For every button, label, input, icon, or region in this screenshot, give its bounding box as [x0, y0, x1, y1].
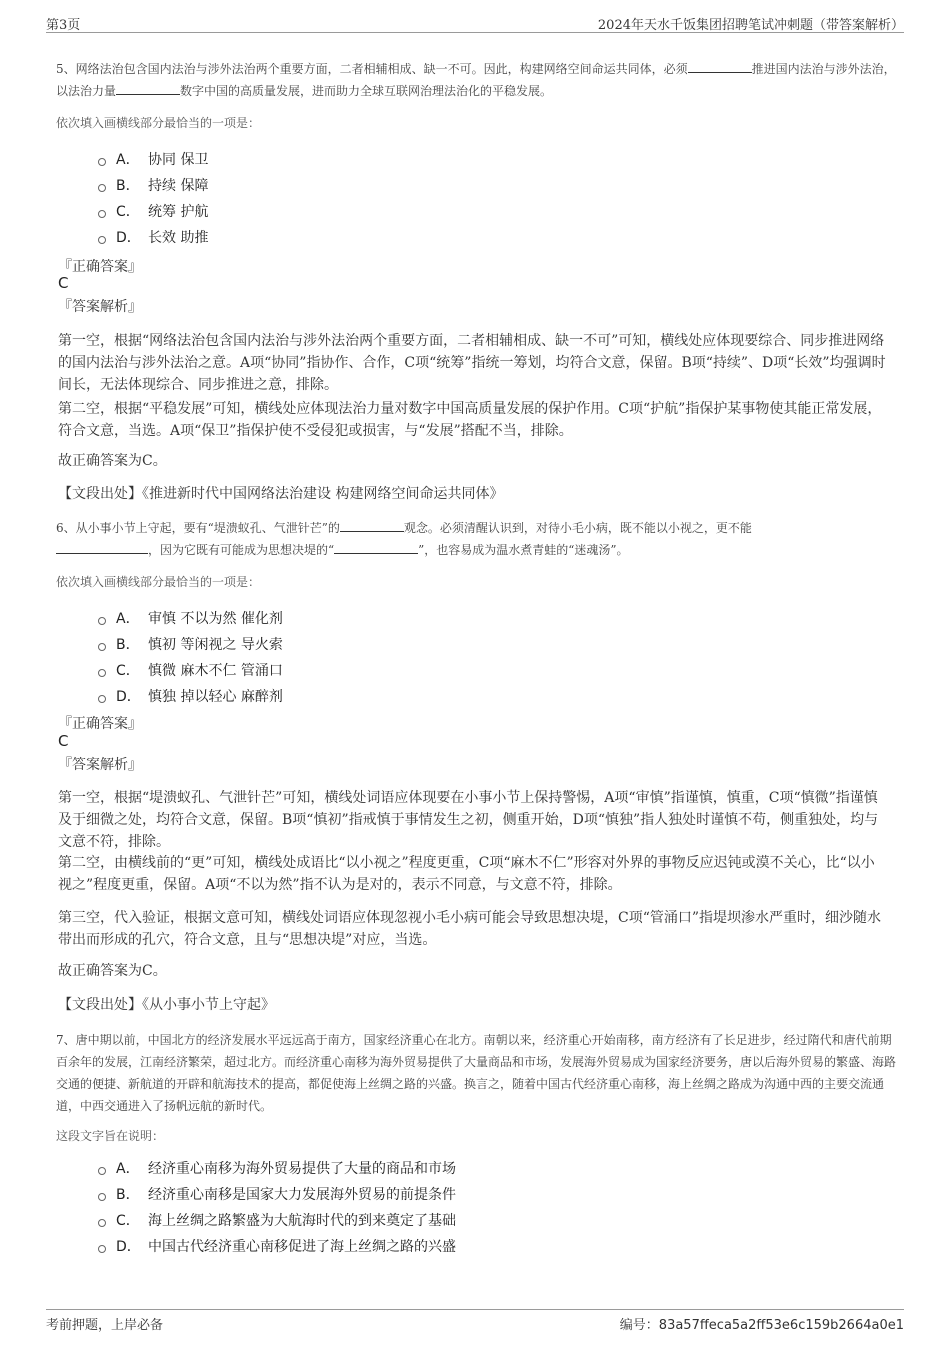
question-6-options [98, 605, 283, 709]
correct-answer: C [58, 274, 69, 292]
question-6-stem: 6、从小事小节上守起，要有“堤溃蚁孔、气泄针芒”的 观念。必须清醒认识到，对待小毛小病，既不能以小视之，更不能 ，因为它既有可能成为思想决堤的“ ”，也容易成为温水煮青蛙的“迷魂汤”。 [56, 521, 752, 557]
fill-blank [688, 60, 752, 73]
analysis-paragraph: 第三空，代入验证，根据文意可知，横线处词语应体现忽视小毛小病可能会导致思想决堤，C项“管涌口”指堤坝渗水严重时，细沙随水带出而形成的孔穴，符合文意，且与“思想决堤”对应，当选。 [58, 910, 882, 948]
analysis-paragraph: 第二空，由横线前的“更”可知，横线处成语比“以小视之”程度更重，C项“麻木不仁”形容对外界的事物反应迟钝或漠不关心，比“以小视之”程度更重，保留。A项“不以为然”指不认为是对的，表示不同意，与文意不符，排除。 [58, 855, 875, 893]
fill-blank [334, 541, 418, 554]
question-7-prompt: 这段文字旨在说明： [56, 1129, 165, 1143]
analysis-paragraph: 第二空，根据“平稳发展”可知，横线处应体现法治力量对数字中国高质量发展的保护作用。C项“护航”指保护某事物使其能正常发展，符合文意，当选。A项“保卫”指保护使不受侵犯或损害，与“发展”搭配不当，排除。 [58, 401, 882, 439]
radio-icon[interactable] [98, 669, 106, 677]
option-b[interactable]: B． 慎初 等闲视之 导火索 [98, 631, 283, 657]
question-7-stem: 7、唐中期以前，中国北方的经济发展水平远远高于南方，国家经济重心在北方。南朝以来，经济重心开始南移，南方经济有了长足进步，经过隋代和唐代前期百余年的发展，江南经济繁荣，超过北方。而经济重心南移为海外贸易提供了大量商品和市场，发展海外贸易成为国家经济要务，唐以后海外贸易的繁盛、海路交通的便捷、新航道的开辟和航海技术的提高，都促使海上丝绸之路的兴盛。换言之，随着中国古代经济重心南移，海上丝绸之路成为沟通中西的主要交流通道，中西交通进入了扬帆远航的新时代。 [56, 1033, 897, 1113]
question-5-stem: 5、网络法治包含国内法治与涉外法治两个重要方面，二者相辅相成、缺一不可。因此，构建网络空间命运共同体，必须 推进国内法治与涉外法治，以法治力量 数字中国的高质量发展，进而助力全球互联网治理法治化的平稳发展。 [56, 62, 896, 98]
fill-blank [56, 541, 148, 554]
radio-icon[interactable] [98, 1193, 106, 1201]
source-citation: 【文段出处】《从小事小节上守起》 [58, 997, 275, 1013]
question-5-options [98, 146, 208, 250]
correct-answer: C [58, 732, 69, 750]
option-c[interactable]: C． 慎微 麻木不仁 管涌口 [98, 657, 283, 683]
document-title: 2024年天水千饭集团招聘笔试冲刺题（带答案解析） [597, 18, 904, 33]
source-citation: 【文段出处】《推进新时代中国网络法治建设 构建网络空间命运共同体》 [58, 486, 504, 502]
radio-icon[interactable] [98, 184, 106, 192]
option-b[interactable]: B． 经济重心南移是国家大力发展海外贸易的前提条件 [98, 1181, 456, 1207]
footer-slogan: 考前押题，上岸必备 [46, 1318, 164, 1333]
page-footer [46, 1309, 904, 1332]
fill-blank [116, 82, 180, 95]
analysis-label: 『答案解析』 [58, 757, 142, 773]
radio-icon[interactable] [98, 1167, 106, 1175]
correct-answer-label: 『正确答案』 [58, 716, 142, 732]
option-d[interactable]: D． 中国古代经济重心南移促进了海上丝绸之路的兴盛 [98, 1233, 456, 1259]
document-serial: 编号：83a57ffeca5a2ff53e6c159b2664a0e1 [619, 1318, 904, 1333]
option-a[interactable]: A． 协同 保卫 [98, 146, 208, 172]
option-d[interactable]: D． 慎独 掉以轻心 麻醉剂 [98, 683, 283, 709]
analysis-conclusion: 故正确答案为C。 [58, 963, 167, 979]
radio-icon[interactable] [98, 1219, 106, 1227]
option-c[interactable]: C． 海上丝绸之路繁盛为大航海时代的到来奠定了基础 [98, 1207, 456, 1233]
radio-icon[interactable] [98, 158, 106, 166]
radio-icon[interactable] [98, 617, 106, 625]
option-a[interactable]: A． 经济重心南移为海外贸易提供了大量的商品和市场 [98, 1155, 456, 1181]
option-a[interactable]: A． 审慎 不以为然 催化剂 [98, 605, 283, 631]
analysis-label: 『答案解析』 [58, 299, 142, 315]
analysis-conclusion: 故正确答案为C。 [58, 453, 167, 469]
analysis-paragraph: 第一空，根据“堤溃蚁孔、气泄针芒”可知，横线处词语应体现要在小事小节上保持警惕，A项“审慎”指谨慎，慎重，C项“慎微”指谨慎及于细微之处，均符合文意，保留。B项“慎初”指戒慎于事情发生之初，侧重开始，D项“慎独”指人独处时谨慎不苟，侧重独处，均与文意不符，排除。 [58, 790, 879, 850]
question-6-prompt: 依次填入画横线部分最恰当的一项是： [56, 575, 261, 589]
radio-icon[interactable] [98, 210, 106, 218]
radio-icon[interactable] [98, 236, 106, 244]
option-c[interactable]: C． 统筹 护航 [98, 198, 208, 224]
fill-blank [340, 519, 404, 532]
radio-icon[interactable] [98, 695, 106, 703]
radio-icon[interactable] [98, 643, 106, 651]
page-number: 第3页 [46, 18, 81, 33]
analysis-paragraph: 第一空，根据“网络法治包含国内法治与涉外法治两个重要方面，二者相辅相成、缺一不可”可知，横线处应体现要综合、同步推进网络的国内法治与涉外法治之意。A项“协同”指协作、合作，C项“统筹”指统一筹划，均符合文意，保留。B项“持续”、D项“长效”均强调时间长，无法体现综合、同步推进之意，排除。 [58, 333, 886, 393]
correct-answer-label: 『正确答案』 [58, 259, 142, 275]
page-header [46, 12, 904, 33]
question-5-prompt: 依次填入画横线部分最恰当的一项是： [56, 116, 261, 130]
question-7-options [98, 1155, 456, 1259]
option-d[interactable]: D． 长效 助推 [98, 224, 208, 250]
option-b[interactable]: B． 持续 保障 [98, 172, 208, 198]
radio-icon[interactable] [98, 1245, 106, 1253]
